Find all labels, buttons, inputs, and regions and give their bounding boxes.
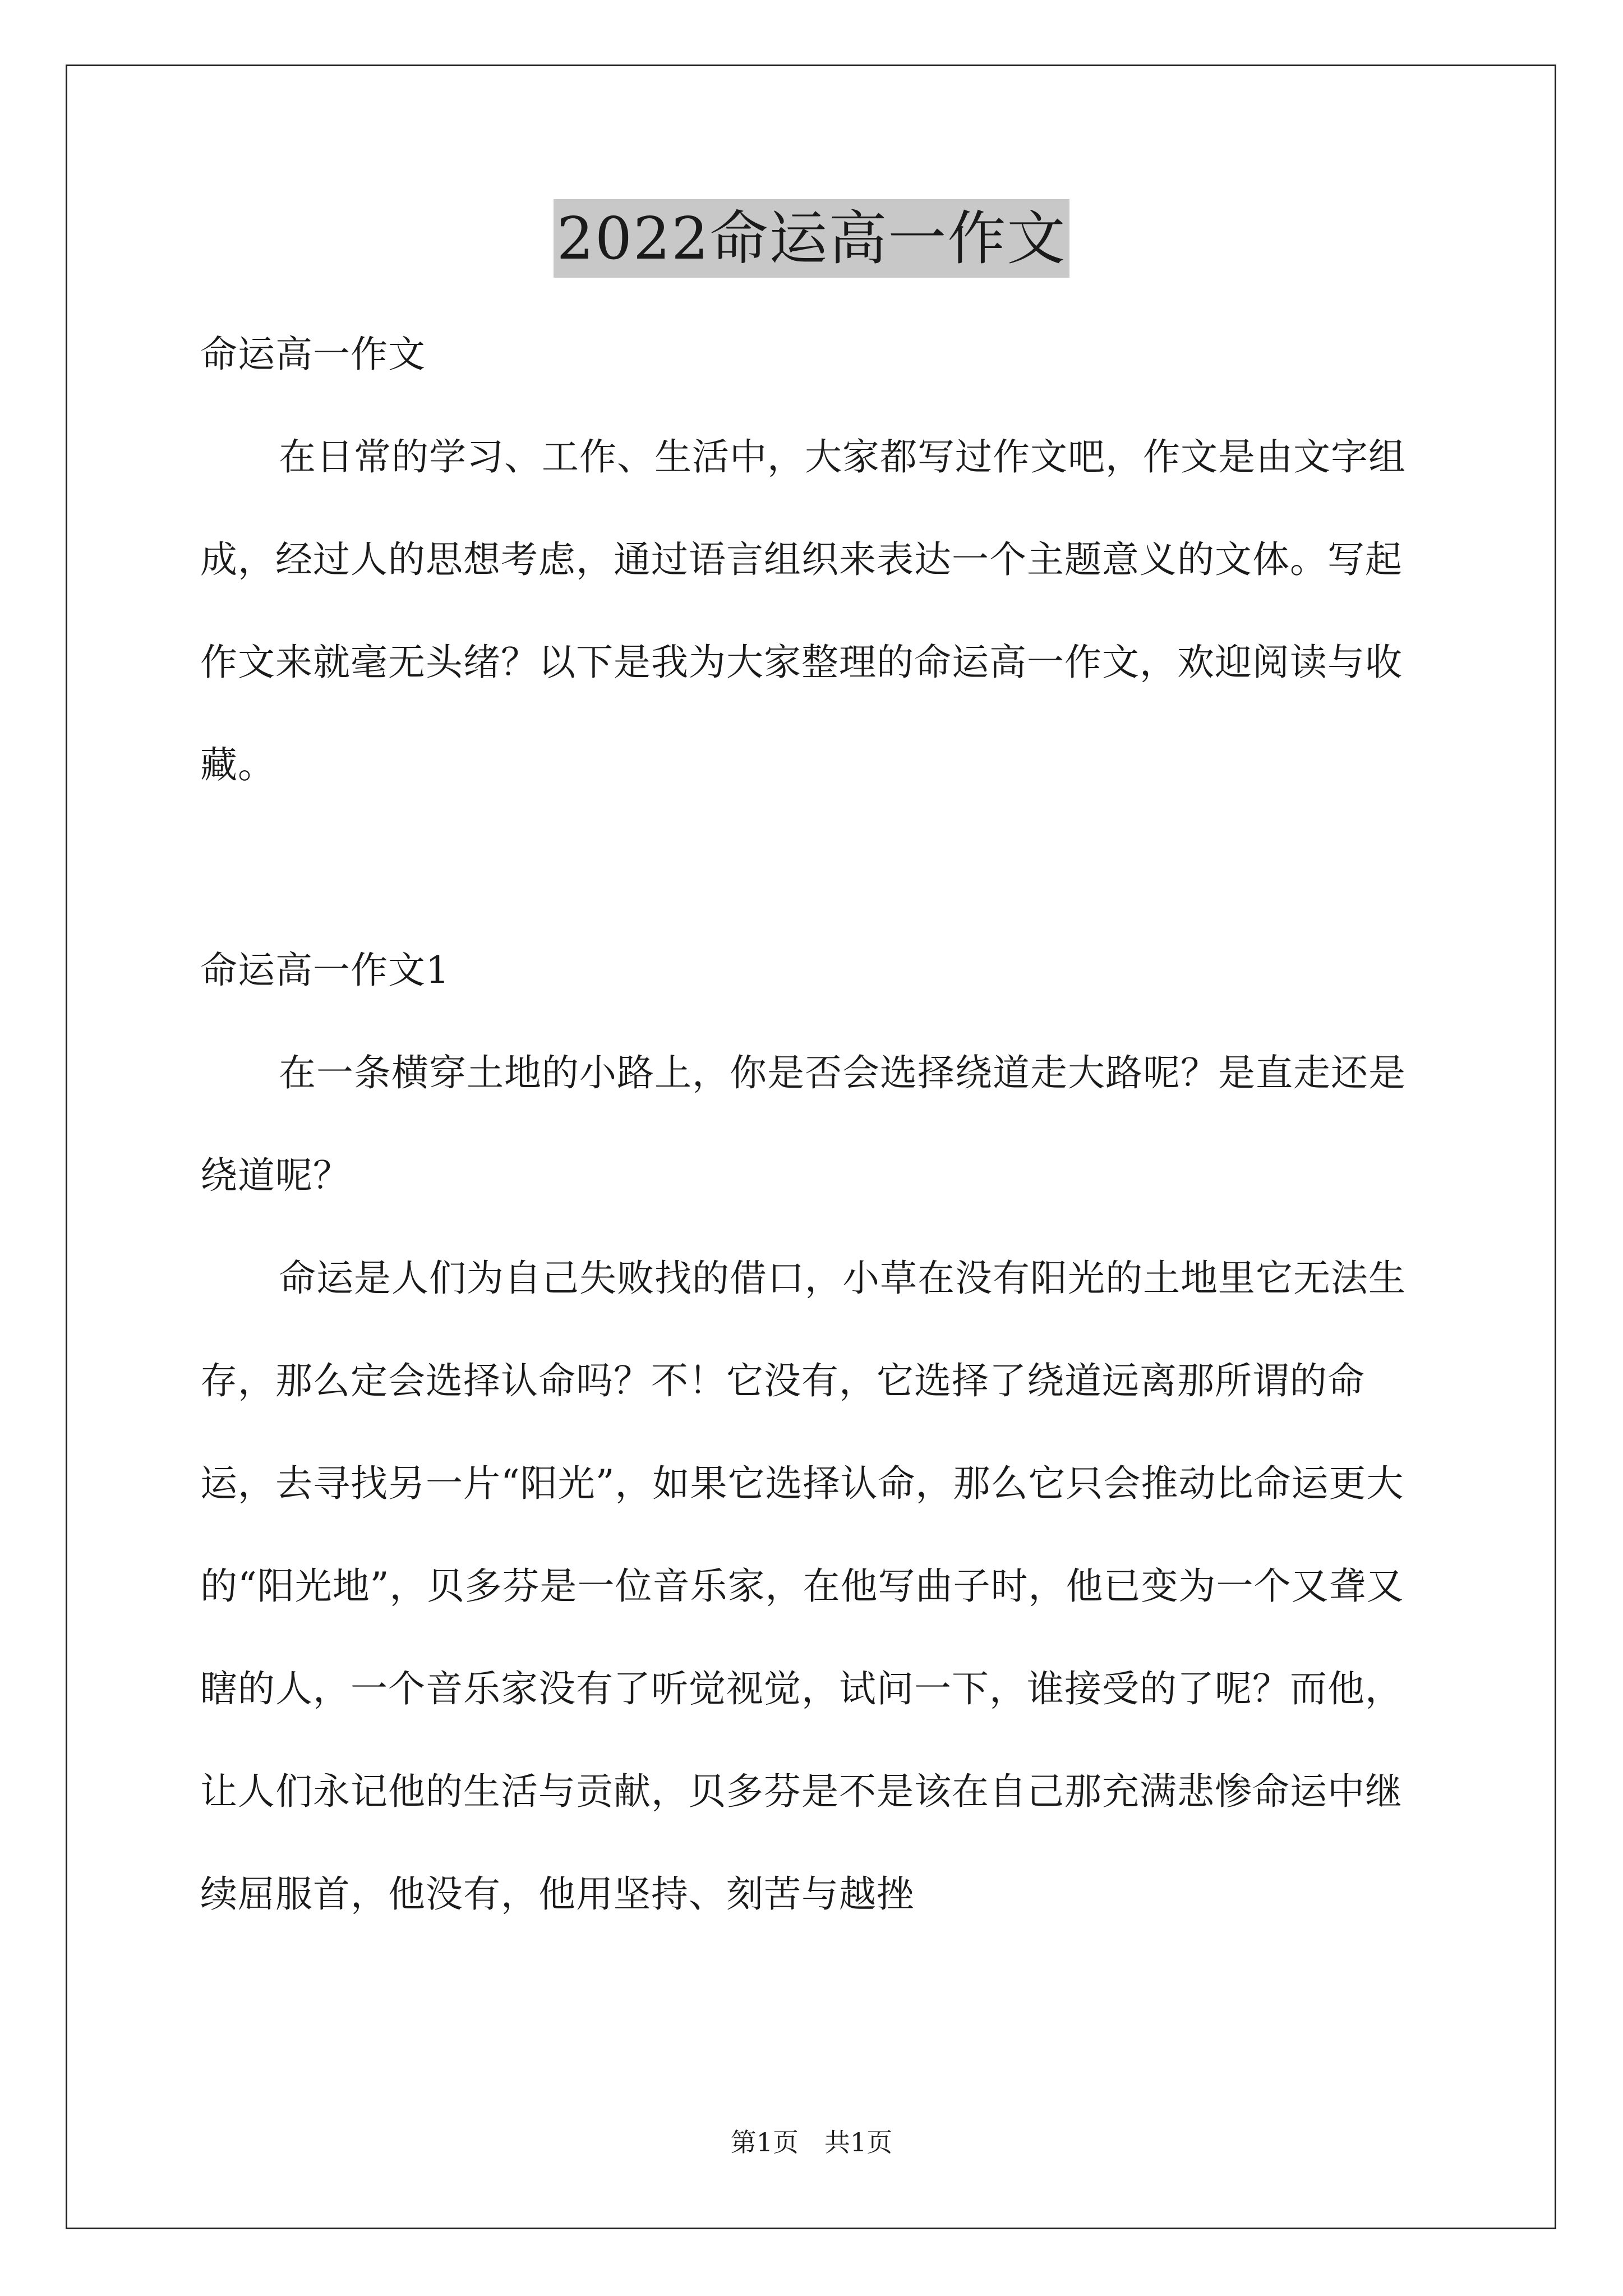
page-footer: 第1页 共1页: [730, 2127, 893, 2157]
body-paragraph-2: 命运是人们为自己失败找的借口，小草在没有阳光的土地里它无法生存，那么定会选择认命吗？不！它没有，它选择了绕道远离那所谓的命运，去寻找另一片“阳光”，如果它选择认命，那么它只会推动比命运更大的“阳光地”，贝多芬是一位音乐家，在他写曲子时，他已变为一个又聋又瞎的人，一个音乐家没有了听觉视觉，试问一下，谁接受的了呢？而他，让人们永记他的生活与贡献，贝多芬是不是该在自己那充满悲惨命运中继续屈服首，他没有，他用坚持、刻苦与越挫: [200, 1257, 1406, 1916]
document-heading: 命运高一作文: [200, 333, 426, 376]
document-title: 2022命运高一作文: [554, 199, 1070, 278]
document-body: [200, 303, 1423, 1945]
title-container: [0, 199, 1623, 278]
section-heading: 命运高一作文1: [200, 949, 450, 992]
intro-paragraph: 在日常的学习、工作、生活中，大家都写过作文吧，作文是由文字组成，经过人的思想考虑，通过语言组织来表达一个主题意义的文体。写起作文来就毫无头绪？以下是我为大家整理的命运高一作文，欢迎阅读与收藏。: [200, 435, 1406, 786]
paragraph-spacer: [200, 816, 1423, 919]
body-paragraph-1: 在一条横穿土地的小路上，你是否会选择绕道走大路呢？是直走还是绕道呢？: [200, 1051, 1406, 1197]
